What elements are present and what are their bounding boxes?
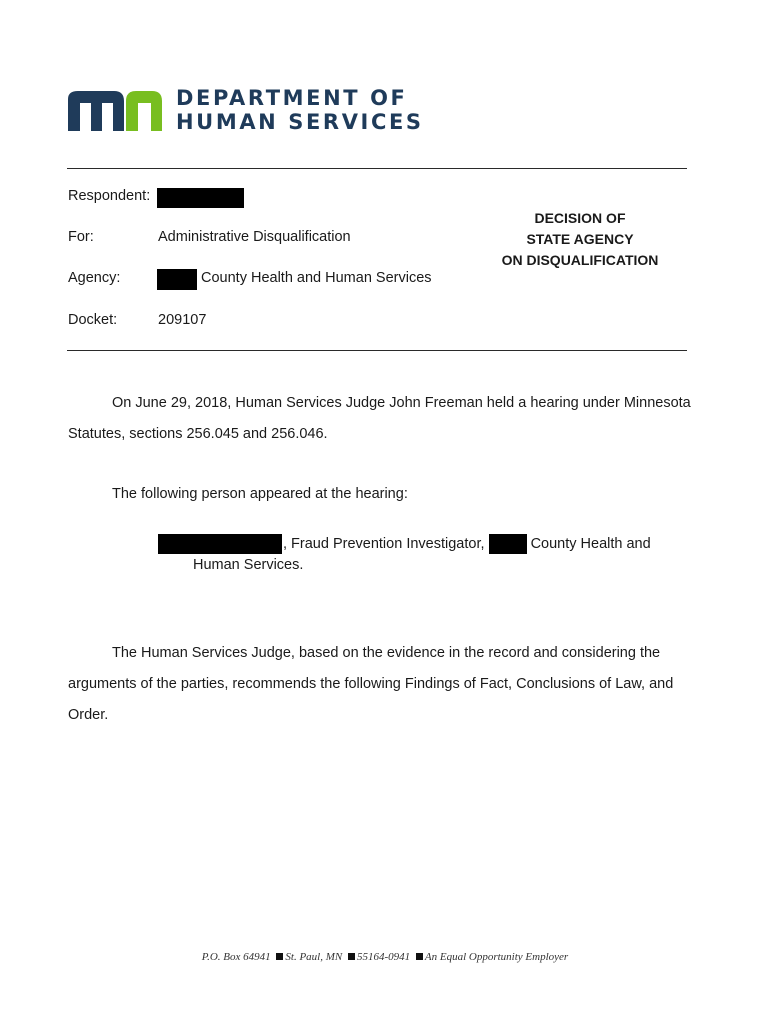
docket-label: Docket: bbox=[68, 312, 118, 328]
square-bullet-icon bbox=[348, 953, 355, 960]
footer-po-box: P.O. Box 64941 bbox=[201, 951, 271, 963]
decision-title-line3: ON DISQUALIFICATION bbox=[501, 252, 659, 268]
dhs-logo bbox=[68, 86, 424, 134]
investigator-name-redaction bbox=[158, 534, 282, 554]
header-divider-top bbox=[67, 168, 687, 169]
agency-value: County Health and Human Services bbox=[201, 270, 432, 286]
hearing-paragraph: On June 29, 2018, Human Services Judge John Freeman held a hearing under Minnesota Statutes, sections 256.045 and 256.046. bbox=[68, 395, 691, 442]
header-divider-bottom bbox=[67, 350, 687, 351]
county-redaction bbox=[489, 534, 527, 554]
footer-zip: 55164-0941 bbox=[356, 951, 411, 963]
agency-label: Agency: bbox=[68, 270, 121, 286]
org-name-line1: DEPARTMENT OF bbox=[176, 86, 408, 110]
investigator-agency: County Health and bbox=[530, 536, 651, 552]
investigator-title: , Fraud Prevention Investigator, bbox=[283, 536, 485, 552]
respondent-label: Respondent: bbox=[68, 188, 151, 204]
appearance-line2: Human Services. bbox=[193, 557, 304, 573]
footer bbox=[0, 951, 770, 963]
recommendation-paragraph: The Human Services Judge, based on the evidence in the record and considering the arguments of the parties, recommends the following Findings of Fact, Conclusions of Law, and Order. bbox=[68, 645, 674, 723]
appearance-line1 bbox=[158, 534, 678, 555]
for-label: For: bbox=[68, 229, 94, 245]
org-name-line2: HUMAN SERVICES bbox=[176, 110, 424, 134]
square-bullet-icon bbox=[416, 953, 423, 960]
decision-title-line1: DECISION OF bbox=[534, 210, 626, 226]
respondent-redaction bbox=[157, 188, 244, 208]
for-value: Administrative Disqualification bbox=[158, 229, 351, 245]
decision-title-line2: STATE AGENCY bbox=[526, 231, 634, 247]
decision-title bbox=[490, 208, 670, 271]
appearance-intro: The following person appeared at the hearing: bbox=[112, 486, 408, 502]
mn-logo-icon bbox=[68, 89, 162, 131]
footer-eoe: An Equal Opportunity Employer bbox=[424, 951, 569, 963]
square-bullet-icon bbox=[276, 953, 283, 960]
appearance-entry bbox=[158, 534, 678, 576]
agency-redaction bbox=[157, 269, 197, 290]
footer-city: St. Paul, MN bbox=[285, 951, 343, 963]
org-name bbox=[176, 86, 424, 134]
docket-value: 209107 bbox=[158, 312, 207, 328]
